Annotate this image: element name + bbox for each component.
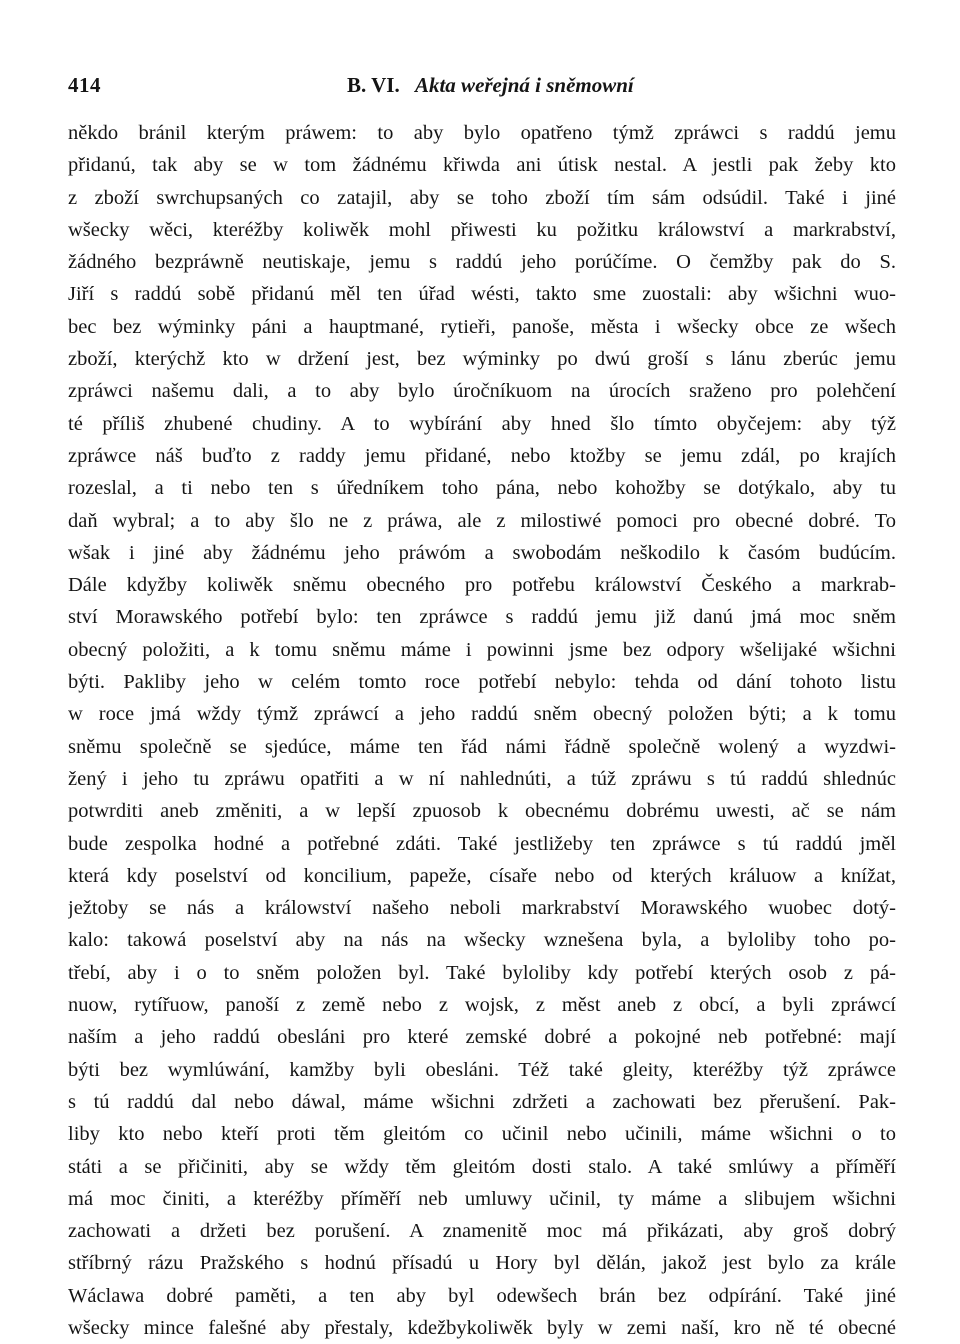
text-line: třebí, aby i o to sněm položen byl. Také byloliby kdy potřebí kterých osob z pá- bbox=[68, 961, 896, 984]
text-line: zpráwci našemu dali, a to aby bylo úročníkuom na úrocích sraženo pro polehčení bbox=[68, 380, 896, 403]
text-line: té příliš zhubené chudiny. A to wybírání aby hned šlo tímto obyčejem: aby týž bbox=[68, 412, 896, 435]
text-line: obecný položiti, a k tomu sněmu máme i powinni jsme bez odpory wšelijaké wšichni bbox=[68, 638, 896, 661]
text-line: má moc činiti, a kteréžby příměří neb umluwy učinil, ty máme a slibujem wšichni bbox=[68, 1187, 896, 1210]
text-line: Jiří s raddú sobě přidanú měl ten úřad wésti, takto sme zuostali: aby wšichni wuo- bbox=[68, 283, 896, 306]
text-line: žený i jeho tu zpráwu opatřiti a w ní nahlednúti, a túž zpráwu s tú raddú shlednúc bbox=[68, 767, 896, 790]
text-line: liby kto nebo kteří proti těm gleitóm co učinil nebo učinili, máme wšichni o to bbox=[68, 1123, 896, 1146]
text-line: rozeslal, a ti nebo ten s úředníkem toho pána, nebo kohožby se dotýkalo, aby tu bbox=[68, 477, 896, 500]
text-line: ství Morawského potřebí bylo: ten zpráwce s raddú jemu již danú jmá moc sněm bbox=[68, 606, 896, 629]
text-line: zpráwce náš buďto z raddy jemu přidané, nebo ktožby se jemu zdál, po krajích bbox=[68, 444, 896, 467]
text-line: Wáclawa dobré paměti, a ten aby byl odewšech brán bez odpírání. Také jiné bbox=[68, 1284, 896, 1307]
text-line: která kdy poselství od koncilium, papeže, císaře nebo od kterých králuow a knížat, bbox=[68, 864, 896, 887]
page-number: 414 bbox=[68, 73, 101, 97]
text-line: daň wybral; a to aby šlo ne z práwa, ale z milostiwé pomoci pro obecné dobré. To bbox=[68, 509, 896, 532]
text-line: z zboží swrchupsaných co zatajil, aby se toho zboží tím sám odsúdil. Také i jiné bbox=[68, 186, 896, 209]
text-line: někdo bránil kterým práwem: to aby bylo opatřeno týmž zpráwci s raddú jemu bbox=[68, 122, 896, 144]
text-line: bec bez wýminky páni a hauptmané, rytieři, panoše, města i wšecky obce ze wšech bbox=[68, 315, 896, 338]
text-line: býti. Pakliby jeho w celém tomto roce potřebí nebylo: tehda od dání tohoto listu bbox=[68, 671, 896, 694]
text-line: nuow, rytířuow, panoší z země nebo z wojsk, z měst aneb z obcí, a byli zpráwcí bbox=[68, 994, 896, 1017]
text-line: býti bez wymlúwání, kamžby byli obesláni. Též také gleity, kteréžby týž zpráwce bbox=[68, 1058, 896, 1081]
text-line: zachowati a držeti bez porušení. A znamenitě moc má přikázati, aby groš dobrý bbox=[68, 1220, 896, 1243]
text-line: stříbrný rázu Pražského s hodnú přísadú u Hory byl dělán, jakož jest bylo za krále bbox=[68, 1252, 896, 1275]
text-line: žádného bezpráwně neutiskaje, jemu s raddú jeho porúčíme. O čemžby pak do S. bbox=[68, 251, 896, 274]
text-line: naším a jeho raddú obesláni pro které zemské dobré a pokojné neb potřebné: mají bbox=[68, 1026, 896, 1049]
running-title bbox=[347, 73, 634, 98]
text-line: wšak i jiné aby žádnému jeho práwóm a swobodám neškodilo k časóm budúcím. bbox=[68, 541, 896, 564]
running-head bbox=[68, 73, 894, 103]
text-line: wšecky mince falešné aby přestaly, kdežbykoliwěk byly w zemi naší, kro ně té obecné bbox=[68, 1316, 896, 1339]
text-line: zboží, kterýchž kto w držení jest, bez wýminky po dwú groší s lánu zberúc jemu bbox=[68, 348, 896, 371]
text-line: wšecky wěci, kteréžby koliwěk mohl přiwesti ku požitku králowství a markrabství, bbox=[68, 218, 896, 241]
body-text bbox=[68, 117, 896, 1344]
text-line: kalo: takowá poselství aby na nás na wšecky wznešena byla, a byloliby toho po- bbox=[68, 929, 896, 952]
text-line: státi a se přičiniti, aby se wždy těm gleitóm dosti stalo. A také smlúwy a příměří bbox=[68, 1155, 896, 1178]
section-title: Akta weřejná i sněmowní bbox=[414, 73, 634, 97]
text-line: bude zespolka hodné a potřebné zdáti. Také jestližeby ten zpráwce s tú raddú jměl bbox=[68, 832, 896, 855]
text-line: sněmu společně se sjedúce, máme ten řád námi řádně společně wolený a wyzdwi- bbox=[68, 735, 896, 758]
section-number: B. VI. bbox=[347, 73, 400, 97]
text-line: s tú raddú dal nebo dáwal, máme wšichni zdržeti a zachowati bez přerušení. Pak- bbox=[68, 1090, 896, 1113]
text-line: potwrditi aneb změniti, a w lepší zpuosob k obecnému dobrému uwesti, ač se nám bbox=[68, 800, 896, 823]
text-line: Dále kdyžby koliwěk sněmu obecného pro potřebu králowství Českého a markrab- bbox=[68, 574, 896, 597]
text-line: přidanú, tak aby se w tom žádnému křiwda ani útisk nestal. A jestli pak žeby kto bbox=[68, 154, 896, 177]
text-line: ježtoby se nás a králowství našeho neboli markrabství Morawského wuobec dotý- bbox=[68, 897, 896, 920]
text-line: w roce jmá wždy týmž zpráwcí a jeho raddú sněm obecný položen býti; a k tomu bbox=[68, 703, 896, 726]
